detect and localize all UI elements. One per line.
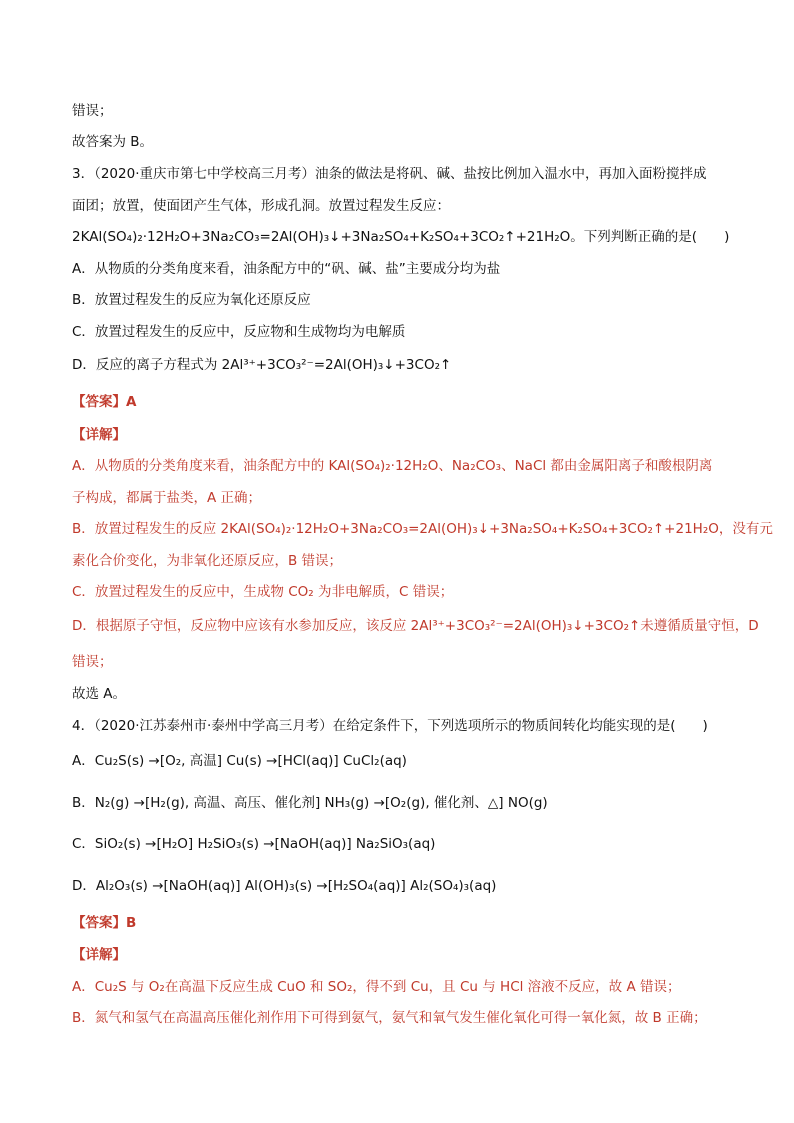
question-3-option-c: C．放置过程发生的反应中，反应物和生成物均为电解质 — [72, 324, 406, 340]
question-4-option-c: C．SiO₂(s) →[H₂O] H₂SiO₃(s) →[NaOH(aq)] Na₂SiO₃(aq) — [72, 836, 436, 852]
detail-text: D．根据原子守恒，反应物中应该有水参加反应，该反应 2Al³⁺+3CO₃²⁻=2Al(OH)₃↓+3CO₂↑未遵循质量守恒，D — [72, 618, 759, 634]
question-4-option-a: A．Cu₂S(s) →[O₂, 高温] Cu(s) →[HCl(aq)] CuCl₂(aq) — [72, 753, 407, 769]
question-3-option-d: D．反应的离子方程式为 2Al³⁺+3CO₃²⁻=2Al(OH)₃↓+3CO₂↑ — [72, 357, 452, 373]
question-3-header: 3．（2020·重庆市第七中学校高三月考）油条的做法是将矾、碱、盐按比例加入温水中，再加入面粉搅拌成 — [72, 166, 707, 182]
question-3-option-a: A．从物质的分类角度来看，油条配方中的“矾、碱、盐”主要成分均为盐 — [72, 261, 501, 277]
detail-label: 【详解】 — [72, 427, 126, 443]
question-4-header: 4．（2020·江苏泰州市·泰州中学高三月考）在给定条件下，下列选项所示的物质间转化均能实现的是( ) — [72, 718, 708, 734]
detail-text: 子构成，都属于盐类，A 正确； — [72, 490, 262, 506]
detail-text: 错误； — [72, 654, 113, 670]
detail-text: B．氮气和氢气在高温高压催化剂作用下可得到氨气，氨气和氧气发生催化氧化可得一氧化氮，故 B 正确； — [72, 1010, 707, 1026]
detail-text: A．从物质的分类角度来看，油条配方中的 KAl(SO₄)₂·12H₂O、Na₂CO₃、NaCl 都由金属阳离子和酸根阴离 — [72, 458, 713, 474]
question-3-option-b: B．放置过程发生的反应为氧化还原反应 — [72, 292, 311, 308]
question-4-option-d: D．Al₂O₃(s) →[NaOH(aq)] Al(OH)₃(s) →[H₂SO₄(aq)] Al₂(SO₄)₃(aq) — [72, 878, 497, 894]
answer-label: 【答案】A — [72, 394, 137, 410]
answer-label: 【答案】B — [72, 915, 137, 931]
detail-text: A．Cu₂S 与 O₂在高温下反应生成 CuO 和 SO₂，得不到 Cu，且 Cu 与 HCl 溶液不反应，故 A 错误； — [72, 979, 681, 995]
conclusion-text: 故选 A。 — [72, 686, 127, 702]
detail-text: C．放置过程发生的反应中，生成物 CO₂ 为非电解质，C 错误； — [72, 584, 454, 600]
detail-text: B．放置过程发生的反应 2KAl(SO₄)₂·12H₂O+3Na₂CO₃=2Al(OH)₃↓+3Na₂SO₄+K₂SO₄+3CO₂↑+21H₂O，没有元 — [72, 521, 773, 537]
text-line: 错误； — [72, 103, 113, 119]
question-3-equation: 2KAl(SO₄)₂·12H₂O+3Na₂CO₃=2Al(OH)₃↓+3Na₂SO₄+K₂SO₄+3CO₂↑+21H₂O。下列判断正确的是( ) — [72, 229, 730, 245]
detail-text: 素化合价变化，为非氧化还原反应，B 错误； — [72, 553, 343, 569]
text-line: 故答案为 B。 — [72, 134, 154, 150]
detail-label: 【详解】 — [72, 947, 126, 963]
question-4-option-b: B．N₂(g) →[H₂(g), 高温、高压、催化剂] NH₃(g) →[O₂(g), 催化剂、△] NO(g) — [72, 795, 548, 811]
question-3-continuation: 面团；放置，使面团产生气体，形成孔洞。放置过程发生反应： — [72, 198, 450, 214]
